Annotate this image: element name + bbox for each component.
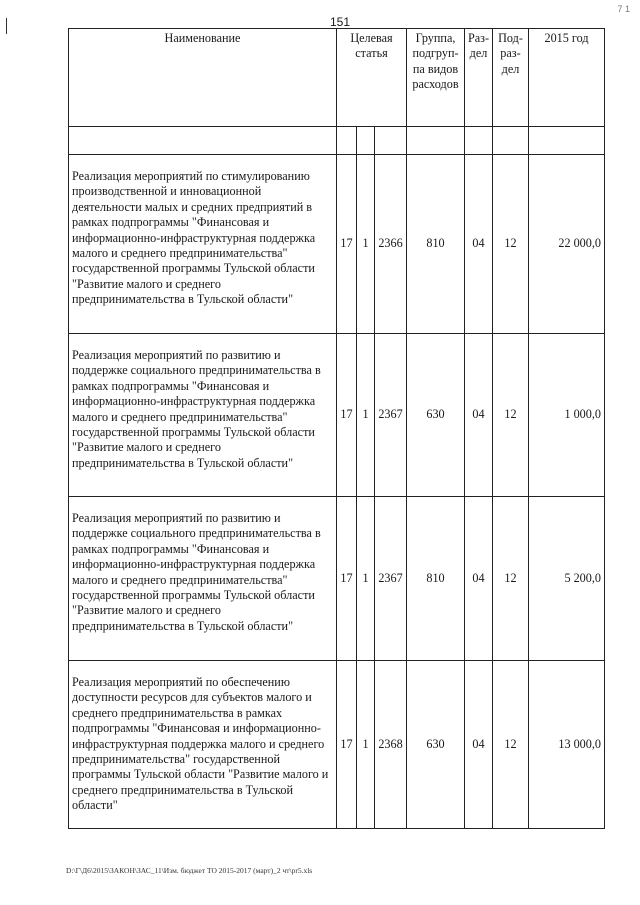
row-article-subprogram: 1 — [357, 497, 375, 661]
row-name: Реализация мероприятий по развитию и поддержке социального предпринимательства в рамках подпрограммы "Финансовая и информационно-инфраструктурная поддержка малого и среднего предпринимательства" государственной программы Тульской области "Развитие малого и среднего предпринимательства в Тульской области" — [69, 497, 337, 661]
header-group: Группа, подгруп-па видов расходов — [407, 29, 465, 127]
row-group: 810 — [407, 155, 465, 334]
row-name: Реализация мероприятий по развитию и поддержке социального предпринимательства в рамках подпрограммы "Финансовая и информационно-инфраструктурная поддержка малого и среднего предпринимательства" государственной программы Тульской области "Развитие малого и среднего предпринимательства в Тульской области" — [69, 334, 337, 497]
header-spacer-row — [69, 127, 605, 155]
row-group: 630 — [407, 334, 465, 497]
table-row — [69, 497, 605, 661]
header-section: Раз-дел — [465, 29, 493, 127]
row-group: 630 — [407, 661, 465, 829]
row-name: Реализация мероприятий по обеспечению доступности ресурсов для субъектов малого и среднего предпринимательства в рамках подпрограммы "Финансовая и информационно-инфраструктурная поддержка малого и среднего предпринимательства" государственной программы Тульской области "Развитие малого и среднего предпринимательства в Тульской области" — [69, 661, 337, 829]
header-subsection: Под-раз-дел — [493, 29, 529, 127]
footer-file-path: D:\Г\Д6\2015\ЗАКОН\ЗАС_11\Изм. бюджет ТО 2015-2017 (март)_2 чт\pr5.xls — [66, 866, 313, 875]
page-number: 151 — [329, 15, 351, 29]
header-target-article: Целевая статья — [337, 29, 407, 127]
row-group: 810 — [407, 497, 465, 661]
row-article-code: 2367 — [375, 334, 407, 497]
row-amount: 5 200,0 — [529, 497, 605, 661]
row-name: Реализация мероприятий по стимулированию производственной и инновационной деятельности малых и средних предприятий в рамках подпрограммы "Финансовая и информационно-инфраструктурная поддержка малого и среднего предпринимательства" государственной программы Тульской области "Развитие малого и среднего предпринимательства в Тульской области" — [69, 155, 337, 334]
table-row — [69, 334, 605, 497]
header-year: 2015 год — [529, 29, 605, 127]
row-article-code: 2367 — [375, 497, 407, 661]
row-article-subprogram: 1 — [357, 661, 375, 829]
row-article-program: 17 — [337, 334, 357, 497]
row-article-program: 17 — [337, 497, 357, 661]
row-section: 04 — [465, 155, 493, 334]
row-section: 04 — [465, 661, 493, 829]
row-article-code: 2368 — [375, 661, 407, 829]
row-section: 04 — [465, 497, 493, 661]
row-amount: 1 000,0 — [529, 334, 605, 497]
row-article-program: 17 — [337, 155, 357, 334]
row-subsection: 12 — [493, 661, 529, 829]
row-article-subprogram: 1 — [357, 155, 375, 334]
row-article-subprogram: 1 — [357, 334, 375, 497]
header-name: Наименование — [69, 29, 337, 127]
table-row — [69, 661, 605, 829]
row-amount: 22 000,0 — [529, 155, 605, 334]
table-header-row — [69, 29, 605, 127]
corner-mark: 7 1 — [617, 4, 630, 14]
table-row — [69, 155, 605, 334]
row-article-program: 17 — [337, 661, 357, 829]
budget-table — [68, 28, 605, 829]
row-subsection: 12 — [493, 497, 529, 661]
row-subsection: 12 — [493, 155, 529, 334]
row-article-code: 2366 — [375, 155, 407, 334]
row-section: 04 — [465, 334, 493, 497]
margin-mark — [6, 18, 7, 34]
row-amount: 13 000,0 — [529, 661, 605, 829]
row-subsection: 12 — [493, 334, 529, 497]
